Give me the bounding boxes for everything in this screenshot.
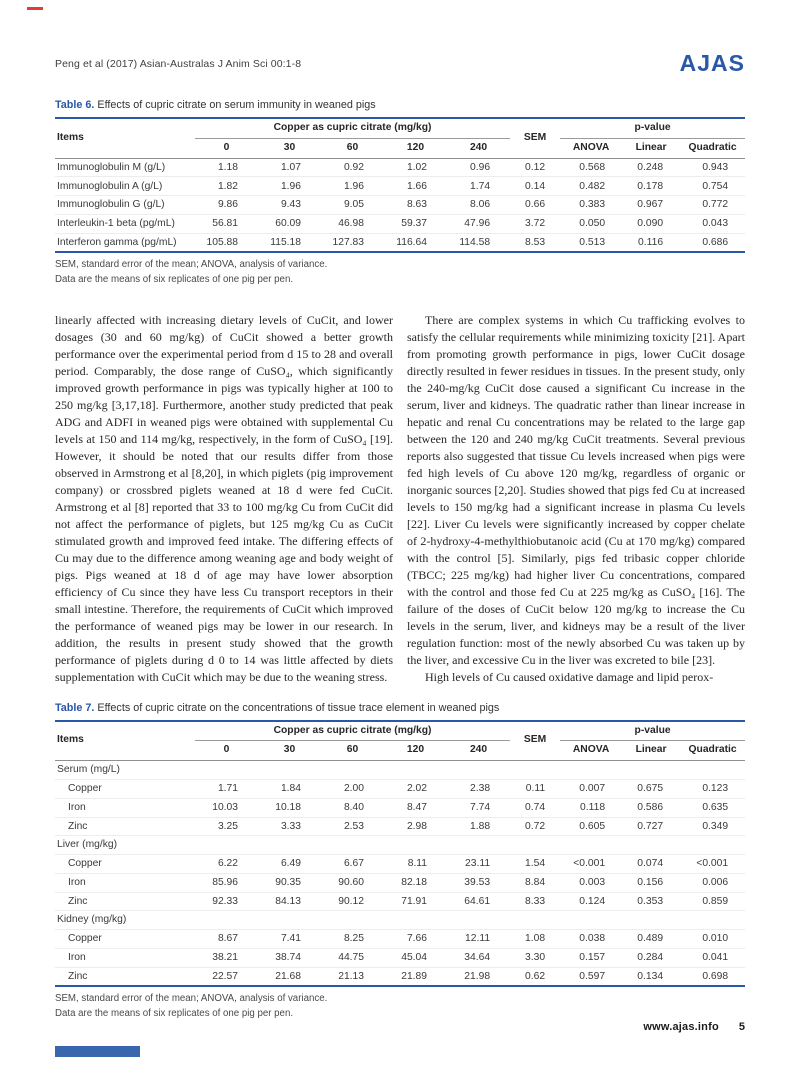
table-row — [55, 798, 745, 817]
red-edge-mark — [27, 7, 43, 10]
cell-value: 116.64 — [384, 233, 447, 252]
cell-value: 0.178 — [622, 177, 680, 196]
cell-value: 90.12 — [321, 892, 384, 911]
cell-value: 0.074 — [622, 855, 680, 874]
col-quadratic: Quadratic — [680, 138, 745, 158]
cell-value: 1.08 — [510, 930, 560, 949]
cell-value: 1.96 — [321, 177, 384, 196]
cell-value: 0.157 — [560, 948, 622, 967]
cell-value: 0.353 — [622, 892, 680, 911]
cell-value: 44.75 — [321, 948, 384, 967]
table-row — [55, 873, 745, 892]
cell-value: 7.41 — [258, 930, 321, 949]
cell-value: 0.010 — [680, 930, 745, 949]
cell-value: 0.006 — [680, 873, 745, 892]
body-paragraph: There are complex systems in which Cu trafficking evolves to satisfy the cellular requirements while minimizing toxicity [21]. Apart from promoting growth performance in pigs, lower CuCit dosage directly resulted in fewer residues in tissues. In the present study, only the 240-mg/kg CuCit dose caused a significant Cu increase in the serum, liver and kidneys. The quadratic rather than linear increase in hepatic and renal Cu concentrations may be related to the large gap between the 120 and 240 mg/kg CuCit treatments. Several previous reports also suggested that tissue Cu levels increased when pigs were fed high levels of Cu above 120 mg/kg, regardless of organic or inorganic sources [2,20]. Studies showed that pigs fed Cu at increased levels to 150 mg/kg had a significant increase in plasma Cu levels [22]. Liver Cu levels were significantly increased by copper chelate of 2-hydroxy-4-methylthiobutanoic acid (Cu at 170 mg/kg) compared with the control [5]. Similarly, pigs fed tribasic copper chloride (TBCC; 225 mg/kg) had higher liver Cu concentrations, compared with the control and those fed Cu at 225 mg/kg as CuSO₄ [16]. The failure of the doses of CuCit below 120 mg/kg to increase the Cu levels in the serum, liver, and kidneys may be a result of the liver regulation function: most of the newly absorbed Cu was taken up by the liver, and excessive Cu in the liver was excreted to bile [23]. — [407, 312, 745, 667]
col-group-copper: Copper as cupric citrate (mg/kg) — [195, 721, 510, 741]
cell-value: 1.07 — [280, 161, 301, 173]
cell-value: 1.71 — [195, 780, 258, 799]
cell-value: 1.88 — [447, 817, 510, 836]
cell-value: 8.53 — [510, 233, 560, 252]
table6-footnotes — [55, 258, 745, 287]
cell-value: 21.68 — [258, 967, 321, 986]
col-group-copper: Copper as cupric citrate (mg/kg) — [195, 118, 510, 138]
cell-value: 1.84 — [258, 780, 321, 799]
cell-value: 3.72 — [510, 214, 560, 233]
cell-value: 12.11 — [447, 930, 510, 949]
cell-value: 9.86 — [195, 196, 258, 215]
cell-value: 0.605 — [560, 817, 622, 836]
table-group-row — [55, 761, 745, 780]
table7-footnotes — [55, 992, 745, 1021]
cell-value: 7.74 — [447, 798, 510, 817]
table-row — [55, 967, 745, 986]
table-row — [55, 948, 745, 967]
cell-value: 0.038 — [560, 930, 622, 949]
cell-value: 3.33 — [258, 817, 321, 836]
cell-value: 21.13 — [321, 967, 384, 986]
cell-value: 115.18 — [258, 233, 321, 252]
cell-value: 0.007 — [560, 780, 622, 799]
row-label: Kidney (mg/kg) — [55, 911, 745, 930]
cell-value: 0.003 — [560, 873, 622, 892]
col-group-pvalue: p-value — [560, 721, 745, 741]
cell-value: 0.727 — [622, 817, 680, 836]
footnote-line: Data are the means of six replicates of one pig per pen. — [55, 274, 294, 286]
table-row — [55, 214, 745, 233]
col-group-pvalue: p-value — [560, 118, 745, 138]
col-sem: SEM — [510, 118, 560, 158]
cell-value: 0.349 — [680, 817, 745, 836]
col-dose-30: 30 — [258, 741, 321, 761]
cell-value: 7.66 — [384, 930, 447, 949]
col-dose-120: 120 — [384, 741, 447, 761]
cell-value: 8.33 — [510, 892, 560, 911]
body-column-left — [55, 312, 393, 686]
col-dose-240: 240 — [447, 138, 510, 158]
cell-value: 127.83 — [321, 233, 384, 252]
cell-value: 1.54 — [510, 855, 560, 874]
cell-value: 0.92 — [343, 161, 364, 173]
table-group-row — [55, 836, 745, 855]
row-label: Interleukin-1 beta (pg/mL) — [55, 214, 195, 233]
row-label: Immunoglobulin G (g/L) — [55, 196, 195, 215]
table-row — [55, 196, 745, 215]
row-label: Zinc — [55, 817, 195, 836]
cell-value: 0.72 — [510, 817, 560, 836]
cell-value: 0.041 — [680, 948, 745, 967]
cell-value: 6.22 — [195, 855, 258, 874]
row-label: Iron — [55, 948, 195, 967]
cell-value: 114.58 — [447, 233, 510, 252]
col-dose-0: 0 — [195, 138, 258, 158]
cell-value: 0.134 — [622, 967, 680, 986]
cell-value: <0.001 — [680, 855, 745, 874]
cell-value: 0.74 — [510, 798, 560, 817]
table7-header — [55, 721, 745, 761]
cell-value: 0.686 — [680, 233, 745, 252]
cell-value: 0.66 — [510, 196, 560, 215]
cell-value: 0.489 — [622, 930, 680, 949]
cell-value: 0.513 — [560, 233, 622, 252]
col-dose-60: 60 — [321, 138, 384, 158]
footnote-line: SEM, standard error of the mean; ANOVA, analysis of variance. — [55, 259, 328, 271]
col-sem: SEM — [510, 721, 560, 761]
row-label: Serum (mg/L) — [57, 764, 120, 776]
cell-value: 0.090 — [622, 214, 680, 233]
cell-value: 59.37 — [384, 214, 447, 233]
cell-value: 1.02 — [406, 161, 427, 173]
cell-value: 2.98 — [384, 817, 447, 836]
cell-value: 8.11 — [384, 855, 447, 874]
cell-value: 22.57 — [195, 967, 258, 986]
cell-value: 0.11 — [510, 780, 560, 799]
cell-value: 84.13 — [258, 892, 321, 911]
cell-value: 39.53 — [447, 873, 510, 892]
cell-value: 9.05 — [321, 196, 384, 215]
cell-value: 85.96 — [195, 873, 258, 892]
cell-value: 60.09 — [258, 214, 321, 233]
page-header — [55, 50, 745, 77]
cell-value: 10.18 — [258, 798, 321, 817]
cell-value: 0.482 — [560, 177, 622, 196]
cell-value: 8.47 — [384, 798, 447, 817]
row-label: Copper — [55, 780, 195, 799]
row-label: Liver (mg/kg) — [55, 836, 745, 855]
cell-value: 82.18 — [384, 873, 447, 892]
cell-value: 0.14 — [510, 177, 560, 196]
cell-value: 0.383 — [560, 196, 622, 215]
running-head: Peng et al (2017) Asian-Australas J Anim Sci 00:1-8 — [55, 57, 302, 70]
row-label: Interferon gamma (pg/mL) — [55, 233, 195, 252]
table6 — [55, 117, 745, 253]
footnote-line: SEM, standard error of the mean; ANOVA, analysis of variance. — [55, 993, 328, 1005]
cell-value: 2.00 — [321, 780, 384, 799]
cell-value: 0.96 — [470, 161, 491, 173]
col-items: Items — [55, 721, 195, 761]
cell-value: 64.61 — [447, 892, 510, 911]
row-label: Copper — [55, 930, 195, 949]
footnote-line: Data are the means of six replicates of one pig per pen. — [55, 1007, 294, 1019]
cell-value: 3.30 — [510, 948, 560, 967]
table7 — [55, 720, 745, 988]
cell-value: 0.967 — [622, 196, 680, 215]
col-anova: ANOVA — [560, 138, 622, 158]
cell-value: 0.156 — [622, 873, 680, 892]
table6-caption-text: Effects of cupric citrate on serum immunity in weaned pigs — [97, 99, 376, 111]
body-text — [55, 312, 745, 686]
col-dose-0: 0 — [195, 741, 258, 761]
cell-value: 90.35 — [258, 873, 321, 892]
cell-value: 0.698 — [680, 967, 745, 986]
cell-value: 0.675 — [622, 780, 680, 799]
table-row — [55, 177, 745, 196]
cell-value: 47.96 — [447, 214, 510, 233]
table6-header — [55, 118, 745, 158]
page-footer — [643, 1021, 745, 1033]
table-row — [55, 233, 745, 252]
table6-caption — [55, 99, 745, 111]
body-paragraph: linearly affected with increasing dietary levels of CuCit, and lower dosages (30 and 60 mg/kg) of CuCit showed a better growth performance over the experimental period from d 15 to 28 and overall period. Comparably, the dose range of CuSO₄, which significantly improved growth performance in pigs was typically higher at 100 to 250 mg/kg [3,17,18]. Furthermore, another study predicted that peak ADG and ADFI in weaned pigs were obtained with supplemental Cu levels at 150 and 114 mg/kg, respectively, in the form of CuSO₄ [19]. However, it should be noted that our results differ from those observed in Armstrong et al [8,20], in which piglets (pig improvement company) or crossbred piglets weaned at 18 d were fed CuCit. Armstrong et al [8] reported that 33 to 100 mg/kg Cu from CuCit did not affect the performance of piglets, but 125 mg/kg Cu as CuCit stimulated growth and improved feed intake. The differing effects of Cu may due to the difference among weaning age and body weight of pigs. Pigs weaned at 18 d of age may have lower absorption efficiency of Cu since they have less Cu transport receptors in their small intestine. Therefore, the requirements of CuCit which improved the performance of weaned pigs may be lower in our research. In addition, the results in present study showed that the growth performance of piglets during d 0 to 14 was little affected by diets supplementation with CuCit which may be due to the weaning stress. — [55, 312, 393, 684]
cell-value: 10.03 — [195, 798, 258, 817]
journal-logo: AJAS — [679, 50, 745, 76]
cell-value: 1.66 — [384, 177, 447, 196]
cell-value: 2.53 — [321, 817, 384, 836]
cell-value: 1.18 — [217, 161, 238, 173]
cell-value: 0.943 — [702, 161, 729, 173]
col-quadratic: Quadratic — [680, 741, 745, 761]
cell-value: 38.21 — [195, 948, 258, 967]
cell-value: 45.04 — [384, 948, 447, 967]
cell-value: 23.11 — [447, 855, 510, 874]
row-label: Iron — [55, 798, 195, 817]
cell-value: 105.88 — [195, 233, 258, 252]
col-anova: ANOVA — [560, 741, 622, 761]
cell-value: 8.63 — [384, 196, 447, 215]
cell-value: 38.74 — [258, 948, 321, 967]
cell-value: 0.586 — [622, 798, 680, 817]
cell-value: 3.25 — [195, 817, 258, 836]
col-linear: Linear — [622, 741, 680, 761]
table-row — [55, 892, 745, 911]
cell-value: 34.64 — [447, 948, 510, 967]
cell-value: 92.33 — [195, 892, 258, 911]
row-label: Copper — [55, 855, 195, 874]
cell-value: 0.116 — [622, 233, 680, 252]
table-row — [55, 930, 745, 949]
table7-caption — [55, 702, 745, 714]
row-label: Immunoglobulin A (g/L) — [55, 177, 195, 196]
col-dose-240: 240 — [447, 741, 510, 761]
table-row — [55, 855, 745, 874]
cell-value: 0.772 — [680, 196, 745, 215]
cell-value: 0.124 — [560, 892, 622, 911]
cell-value: 2.38 — [447, 780, 510, 799]
cell-value: 8.40 — [321, 798, 384, 817]
cell-value: 0.118 — [560, 798, 622, 817]
row-label: Immunoglobulin M (g/L) — [57, 161, 166, 173]
cell-value: 9.43 — [258, 196, 321, 215]
cell-value: 0.123 — [680, 780, 745, 799]
cell-value: 56.81 — [195, 214, 258, 233]
cell-value: 0.568 — [579, 161, 606, 173]
body-column-right — [407, 312, 745, 686]
cell-value: 21.98 — [447, 967, 510, 986]
cell-value: 0.284 — [622, 948, 680, 967]
col-dose-30: 30 — [258, 138, 321, 158]
cell-value: 90.60 — [321, 873, 384, 892]
footer-url[interactable]: www.ajas.info — [643, 1021, 719, 1033]
cell-value: 0.635 — [680, 798, 745, 817]
cell-value: 0.859 — [680, 892, 745, 911]
row-label: Zinc — [55, 967, 195, 986]
cell-value: 6.67 — [321, 855, 384, 874]
cell-value: 0.043 — [680, 214, 745, 233]
cell-value: <0.001 — [560, 855, 622, 874]
cell-value: 6.49 — [258, 855, 321, 874]
table-group-row — [55, 911, 745, 930]
table7-caption-text: Effects of cupric citrate on the concentrations of tissue trace element in weaned pigs — [97, 701, 500, 714]
cell-value: 21.89 — [384, 967, 447, 986]
col-linear: Linear — [622, 138, 680, 158]
cell-value: 0.597 — [560, 967, 622, 986]
table6-label: Table 6. — [55, 99, 95, 111]
cell-value: 46.98 — [321, 214, 384, 233]
table-row — [55, 158, 745, 177]
cell-value: 2.02 — [384, 780, 447, 799]
cell-value: 1.74 — [447, 177, 510, 196]
body-paragraph: High levels of Cu caused oxidative damage and lipid perox- — [425, 669, 714, 684]
col-items: Items — [55, 118, 195, 158]
cell-value: 1.82 — [195, 177, 258, 196]
cell-value: 8.25 — [321, 930, 384, 949]
col-dose-60: 60 — [321, 741, 384, 761]
table-row — [55, 780, 745, 799]
col-dose-120: 120 — [384, 138, 447, 158]
footer-blue-bar — [55, 1046, 140, 1057]
page-number: 5 — [738, 1021, 745, 1033]
cell-value: 0.050 — [560, 214, 622, 233]
cell-value: 0.754 — [680, 177, 745, 196]
cell-value: 0.12 — [525, 161, 546, 173]
cell-value: 0.248 — [637, 161, 664, 173]
table7-label: Table 7. — [55, 701, 95, 714]
cell-value: 71.91 — [384, 892, 447, 911]
cell-value: 8.67 — [195, 930, 258, 949]
table-row — [55, 817, 745, 836]
cell-value: 8.84 — [510, 873, 560, 892]
row-label: Zinc — [55, 892, 195, 911]
row-label: Iron — [55, 873, 195, 892]
cell-value: 8.06 — [447, 196, 510, 215]
cell-value: 0.62 — [510, 967, 560, 986]
cell-value: 1.96 — [258, 177, 321, 196]
